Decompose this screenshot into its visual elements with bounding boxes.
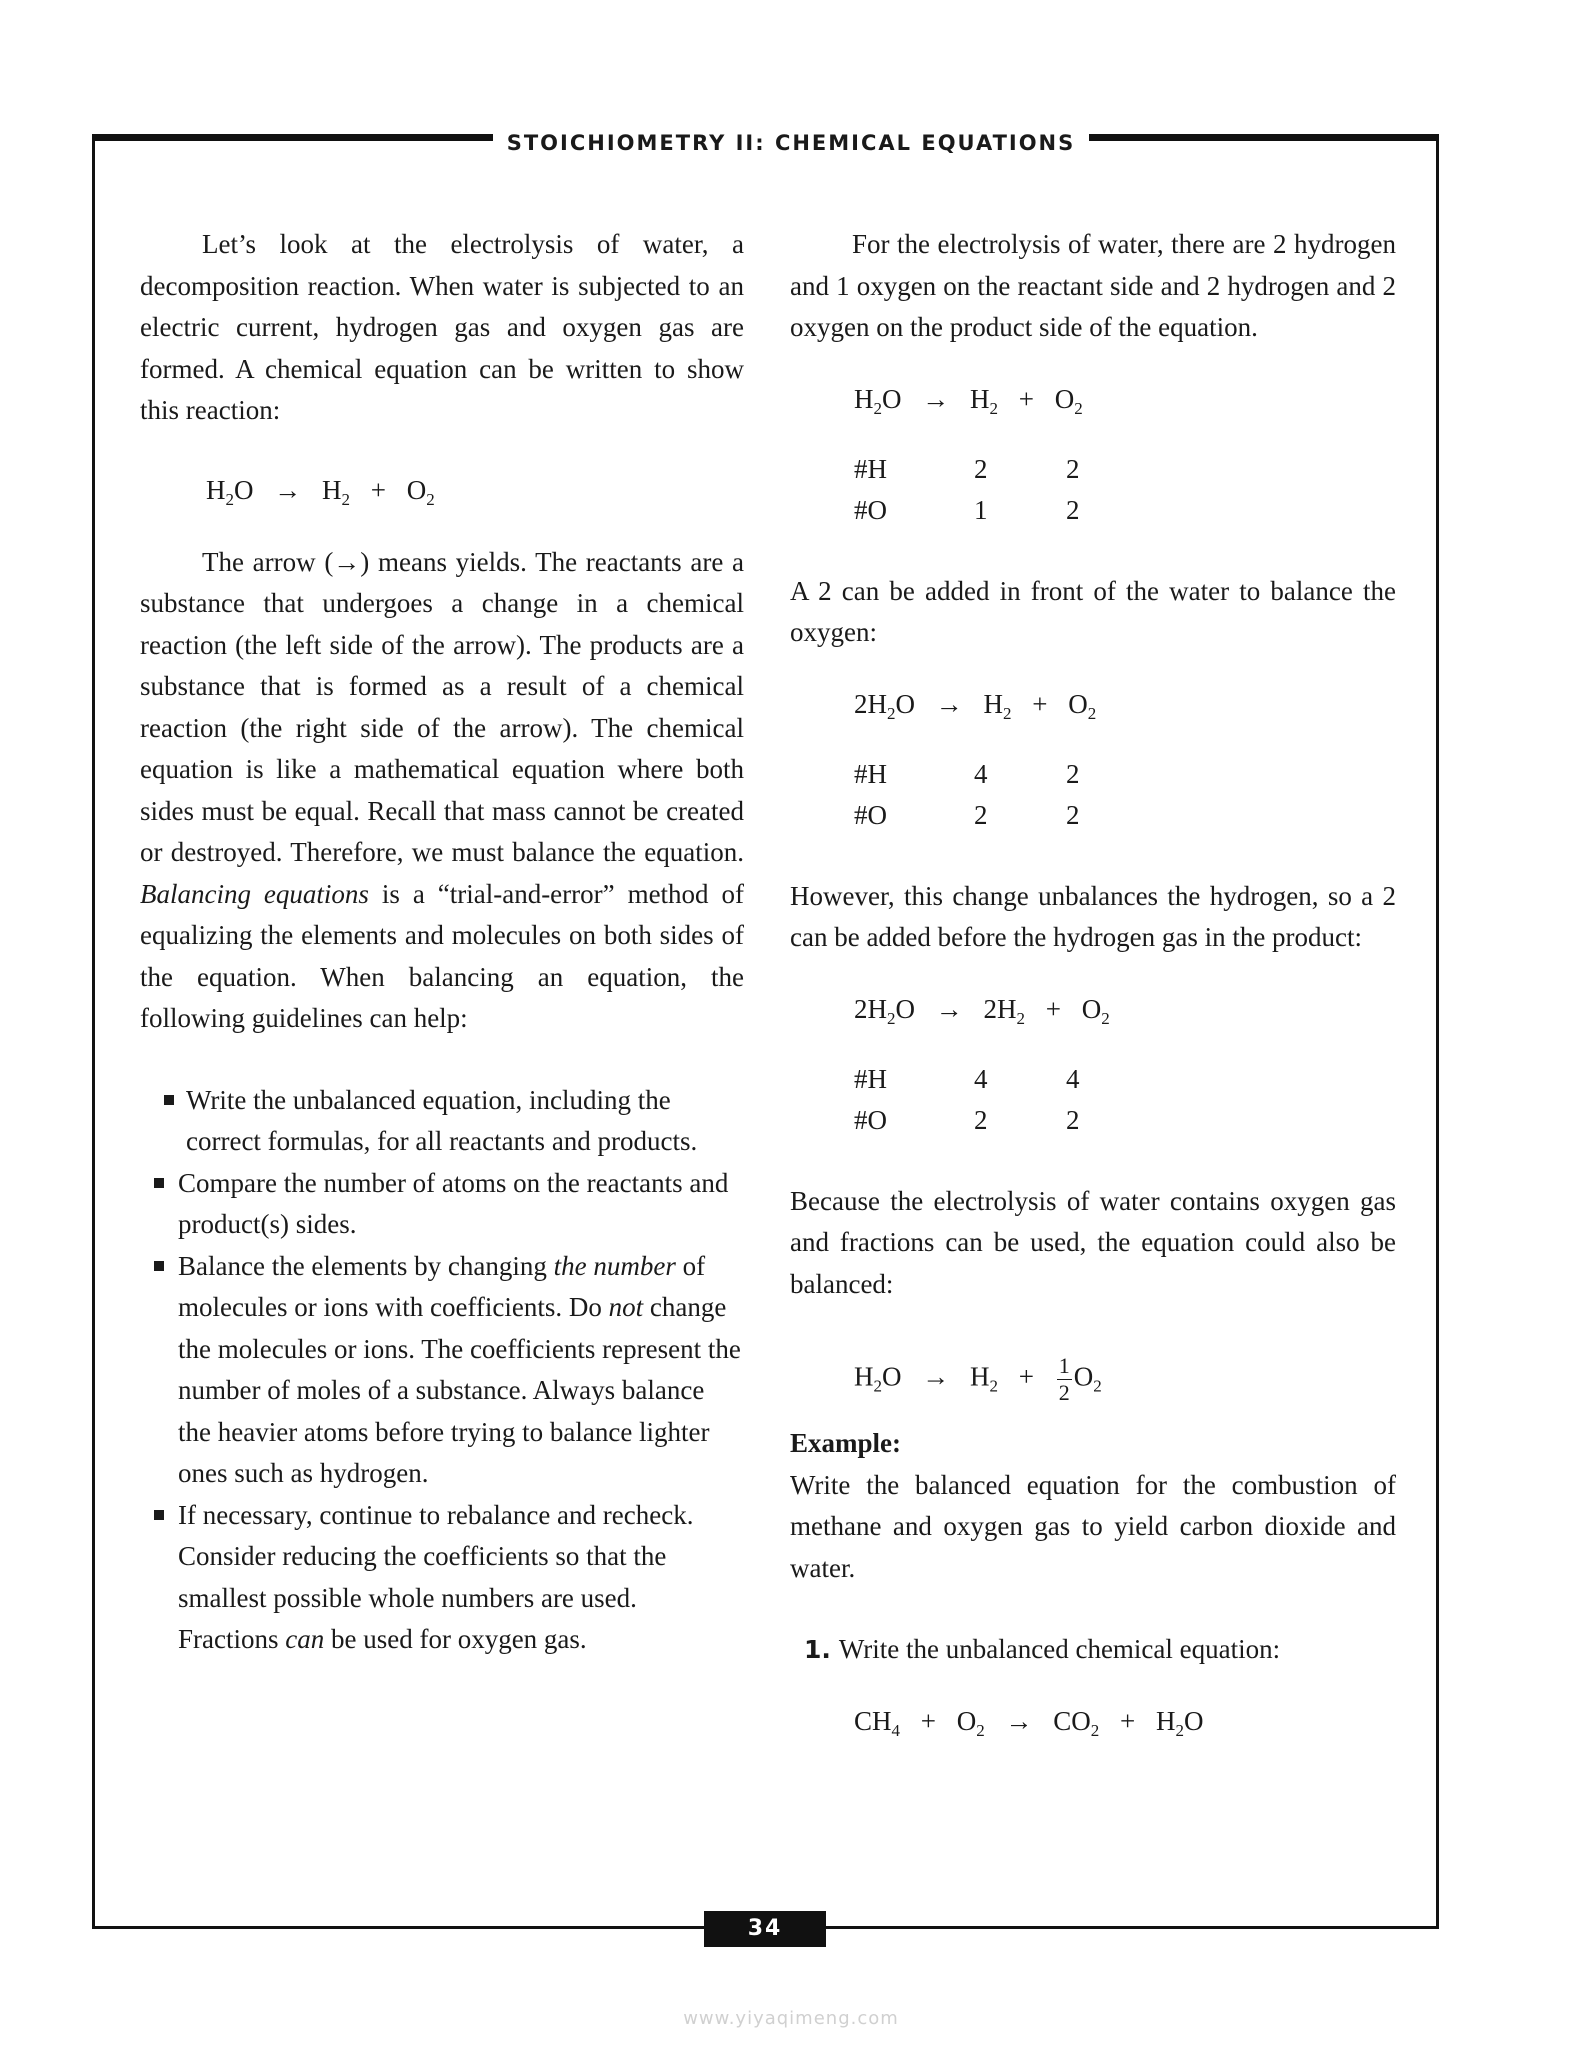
step-1: 1. Write the unbalanced chemical equation: (804, 1634, 1281, 1664)
equation-water-electrolysis: $H_2O \to H_2 + O_2$ (206, 474, 435, 509)
list-item: Write the unbalanced equation, including the correct formulas, for all reactants and products. (140, 1080, 744, 1163)
equation-unbalanced: $H_2O \to H_2 + O_2$ (854, 383, 1083, 418)
bullet-square-icon (154, 1261, 164, 1271)
equation-fractional: $H_2O \to H_2$ + $\frac{1}{2}$ $O_2$ (854, 1353, 1102, 1405)
list-item: If necessary, continue to rebalance and recheck. Consider reducing the coefficients so that the smallest possible whole numbers are used. Fractions can be used for oxygen gas. (140, 1495, 744, 1661)
table-row: #O 2 2 (854, 799, 1080, 830)
intro-paragraph: Let’s look at the electrolysis of water, a decomposition reaction. When water is subjected to an electric current, hydrogen gas and oxygen gas are formed. A chemical equation can be written to show this reaction: (140, 229, 744, 425)
explanation-paragraph: The arrow (→) means yields. The reactants are a substance that undergoes a change in a chemical reaction (the left side of the arrow). The products are a substance that is formed as a result of a chemical reaction (the right side of the arrow). The chemical equation is like a mathematical equation where both sides must be equal. Recall that mass cannot be created or destroyed. Therefore, we must balance the equation. Balancing equations is a “trial-and-error” method of equalizing the elements and molecules on both sides of the equation. When balancing an equation, the following guidelines can help: (140, 546, 744, 1033)
page-number: 34 (704, 1911, 826, 1947)
example-label: Example: (790, 1428, 901, 1458)
unbalance-hydrogen-paragraph: However, this change unbalances the hydrogen, so a 2 can be added before the hydrogen gas in the product: (790, 880, 1396, 952)
equation-methane-combustion: $CH_4 + O_2 \to CO_2 + H_2O$ (854, 1705, 1204, 1740)
atom-count-table-3 (854, 1059, 1396, 1141)
balance-oxygen-paragraph: A 2 can be added in front of the water to balance the oxygen: (790, 575, 1396, 647)
table-row: #H 4 2 (854, 758, 1080, 789)
table-row: #H 2 2 (854, 453, 1080, 484)
table-row: #O 2 2 (854, 1104, 1080, 1135)
right-column (790, 224, 1396, 1743)
electrolysis-count-paragraph: For the electrolysis of water, there are 2 hydrogen and 1 oxygen on the reactant side and 2 hydrogen and 2 oxygen on the product side of the equation. (790, 229, 1396, 342)
running-header (0, 126, 1582, 156)
atom-count-table-1 (854, 449, 1396, 531)
left-column (140, 224, 744, 1661)
fraction-one-half: $\frac{1}{2}$ (1058, 1353, 1070, 1405)
bullet-square-icon (154, 1178, 164, 1188)
fractions-paragraph: Because the electrolysis of water contains oxygen gas and fractions can be used, the equation could also be balanced: (790, 1185, 1396, 1299)
equation-oxygen-balanced: $2H_2O \to H_2 + O_2$ (854, 688, 1097, 723)
header-title: STOICHIOMETRY II: CHEMICAL EQUATIONS (493, 128, 1090, 158)
bullet-square-icon (164, 1095, 174, 1105)
example-text: Write the balanced equation for the combustion of methane and oxygen gas to yield carbon dioxide and water. (790, 1469, 1396, 1583)
guidelines-list (140, 1080, 744, 1661)
table-row: #H 4 4 (854, 1063, 1080, 1094)
table-row: #O 1 2 (854, 494, 1080, 525)
equation-fully-balanced: $2H_2O \to 2H_2 + O_2$ (854, 993, 1110, 1028)
watermark: www.yiyaqimeng.com (683, 2008, 899, 2029)
bullet-square-icon (154, 1510, 164, 1520)
atom-count-table-2 (854, 754, 1396, 836)
list-item: Compare the number of atoms on the reactants and product(s) sides. (140, 1163, 744, 1246)
list-item: Balance the elements by changing the number of molecules or ions with coefficients. Do not change the molecules or ions. The coefficients represent the number of moles of a substance. Always balance the heavier atoms before trying to balance lighter ones such as hydrogen. (140, 1246, 744, 1495)
